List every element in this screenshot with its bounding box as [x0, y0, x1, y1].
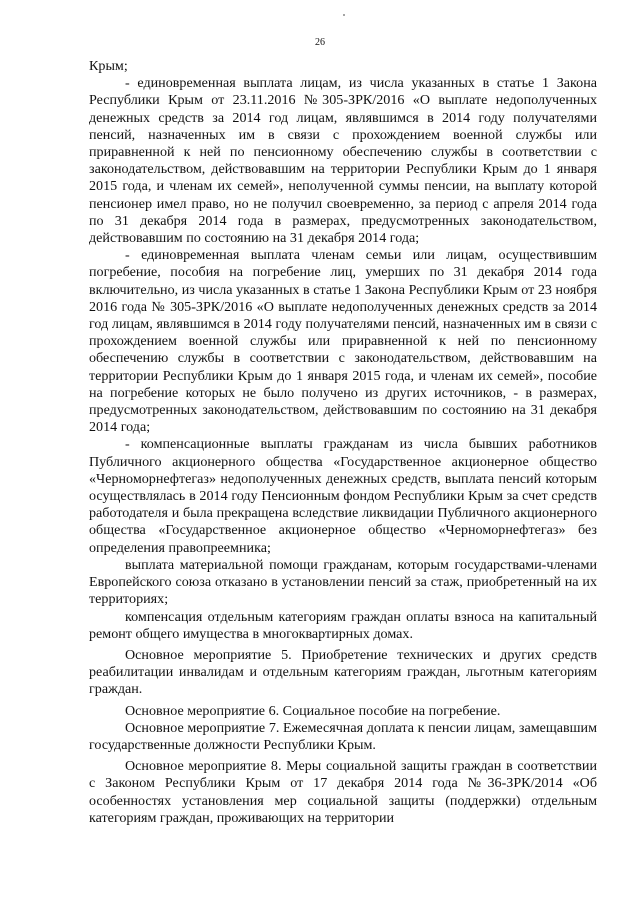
scan-speck: [343, 14, 345, 16]
paragraph-activity-5: Основное мероприятие 5. Приобретение технических и других средств реабилитации инвалидам и отдельным категориям граждан, льготным категориям граждан.: [89, 646, 597, 698]
paragraph-activity-8: Основное мероприятие 8. Меры социальной защиты граждан в соответствии с Законом Республики Крым от 17 декабря 2014 года №36-ЗРК/2014 «Об особенностях установления мер социальной защиты (поддержки) отдельным категориям граждан, проживающих на территории: [89, 758, 597, 826]
paragraph-lump-sum-pension: - единовременная выплата лицам, из числа указанных в статье 1 Закона Республики Крым от 23.11.2016 №305-ЗРК/2016 «О выплате недополученных денежных средств за 2014 год лицам, являвшимся в 2014 году получателями пенсий, назначенных им в связи с прохождением военной службы или приравненной к ней по пенсионному обеспечению службы в соответствии с законодательством, действовавшим на территории Республики Крым до 1 января 2015 года, и членам их семей», неполученной суммы пенсии, на выплату которой пенсионер имел право, но не получил своевременно, за период с апреля 2014 года по 31 декабря 2014 года в размерах, предусмотренных законодательством, действовавшим по состоянию на 31 декабря 2014 года;: [89, 75, 597, 247]
paragraph-lump-sum-funeral: - единовременная выплата членам семьи или лицам, осуществившим погребение, пособия на погребение лиц, умерших по 31 декабря 2014 года включительно, из числа указанных в статье 1 Закона Республики Крым от 23 ноября 2016 года № 305-ЗРК/2016 «О выплате недополученных денежных средств за 2014 год лицам, являвшимся в 2014 году получателями пенсий, назначенных им в связи с прохождением военной службы или приравненной к ней по пенсионному обеспечению службы в соответствии с законодательством, действовавшим на территории Республики Крым до 1 января 2015 года, и членам их семей», пособие на погребение которых не было получено из других источников, - в размерах, предусмотренных законодательством, действовавшим по состоянию на 31 декабря 2014 года;: [89, 247, 597, 436]
paragraph-material-aid: выплата материальной помощи гражданам, которым государствами-членами Европейского союза отказано в установлении пенсий за стаж, приобретенный на их территориях;: [89, 556, 597, 608]
document-body: [89, 58, 597, 827]
paragraph-activity-7: Основное мероприятие 7. Ежемесячная доплата к пенсии лицам, замещавшим государственные должности Республики Крым.: [89, 719, 597, 753]
page-number: 26: [315, 37, 325, 48]
paragraph-compensation-chernomorneftegaz: - компенсационные выплаты гражданам из числа бывших работников Публичного акционерного общества «Государственное акционерное общество «Черноморнефтегаз» недополученных денежных средств, выплата пенсий которым осуществлялась в 2014 году Пенсионным фондом Республики Крым за счет средств работодателя и была прекращена вследствие ликвидации Публичного акционерного общества «Государственное акционерное общество «Черноморнефтегаз» без определения правопреемника;: [89, 436, 597, 556]
paragraph-capital-repair-compensation: компенсация отдельным категориям граждан оплаты взноса на капитальный ремонт общего имущества в многоквартирных домах.: [89, 608, 597, 642]
paragraph-continuation: Крым;: [89, 58, 128, 74]
paragraph-activity-6: Основное мероприятие 6. Социальное пособие на погребение.: [125, 702, 501, 719]
